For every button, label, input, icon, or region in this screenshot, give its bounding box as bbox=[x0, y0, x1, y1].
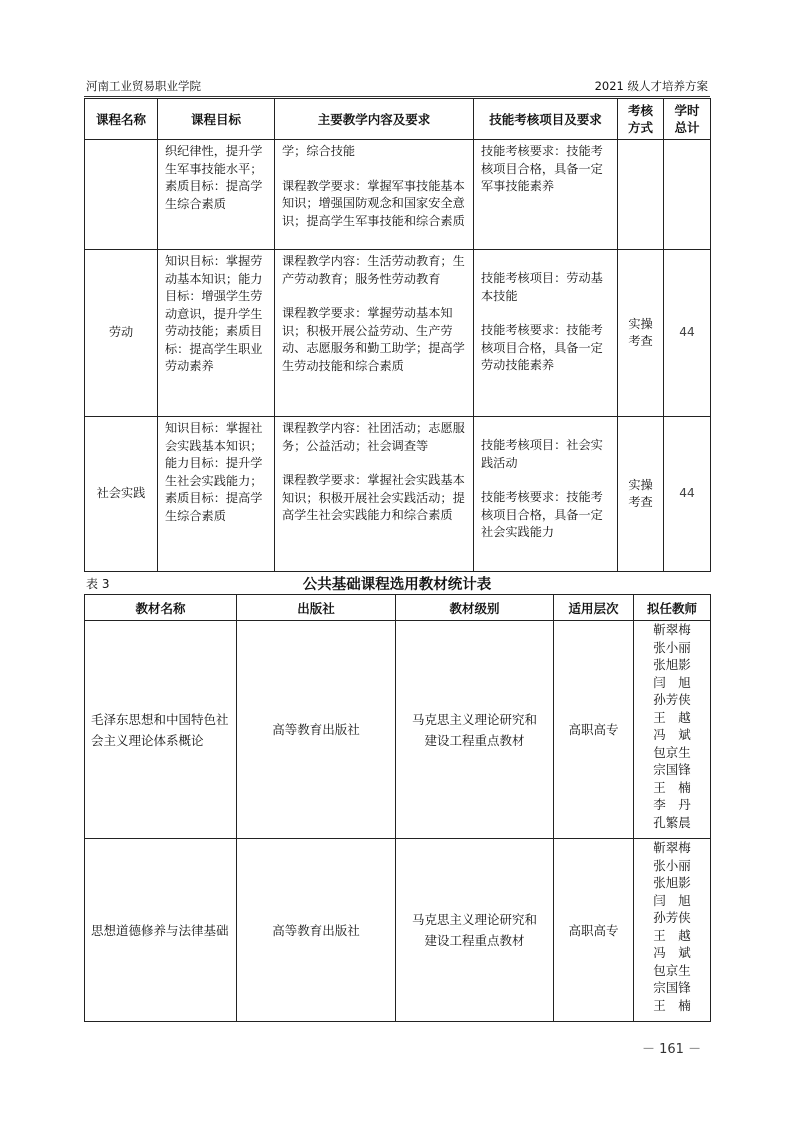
teacher-name: 冯 斌 bbox=[653, 727, 691, 742]
teacher-name: 冯 斌 bbox=[653, 945, 691, 960]
teacher-list bbox=[634, 839, 711, 1022]
content-paragraph: 课程教学内容：社团活动；志愿服务；公益活动；社会调查等 bbox=[282, 421, 465, 453]
teacher-name: 闫 旭 bbox=[653, 674, 691, 690]
header-skill: 技能考核项目及要求 bbox=[474, 99, 618, 140]
header-method: 考核 方式 bbox=[618, 99, 664, 140]
course-table bbox=[84, 98, 711, 572]
teacher-name: 王 越 bbox=[653, 709, 691, 725]
table-row bbox=[85, 621, 711, 839]
course-table-header bbox=[85, 99, 711, 140]
teacher-name: 宗国锋 bbox=[653, 980, 691, 995]
table-row bbox=[85, 250, 711, 417]
table-title: 公共基础课程选用教材统计表 bbox=[302, 577, 492, 593]
course-method: 实操 考查 bbox=[618, 417, 664, 572]
teacher-name: 孙芳侠 bbox=[653, 692, 691, 707]
publisher: 高等教育出版社 bbox=[237, 621, 396, 839]
table-row bbox=[85, 140, 711, 250]
content-paragraph: 课程教学要求：掌握劳动基本知识；积极开展公益劳动、生产劳动、志愿服务和勤工助学；提高学生劳动技能和综合素质 bbox=[282, 306, 465, 373]
course-hours bbox=[664, 140, 711, 250]
course-content bbox=[275, 140, 474, 250]
teacher-name: 闫 旭 bbox=[653, 892, 691, 908]
teacher-name: 张旭影 bbox=[653, 657, 691, 672]
table-row bbox=[85, 417, 711, 572]
course-content bbox=[275, 250, 474, 417]
publisher: 高等教育出版社 bbox=[237, 839, 396, 1022]
skill-paragraph: 技能考核项目：社会实践活动 bbox=[481, 438, 603, 470]
course-goal: 知识目标：掌握社会实践基本知识；能力目标：提升学生社会实践能力；素质目标：提高学生综合素质 bbox=[158, 417, 275, 572]
course-name: 劳动 bbox=[85, 250, 158, 417]
header-course-name: 课程名称 bbox=[85, 99, 158, 140]
teacher-name: 包京生 bbox=[653, 962, 691, 978]
teacher-name: 张小丽 bbox=[653, 857, 691, 873]
header-publisher: 出版社 bbox=[237, 595, 396, 621]
teacher-name: 张小丽 bbox=[653, 639, 691, 655]
teacher-name: 王 越 bbox=[653, 927, 691, 943]
header-content: 主要教学内容及要求 bbox=[275, 99, 474, 140]
header-course-goal: 课程目标 bbox=[158, 99, 275, 140]
teacher-name: 王 楠 bbox=[653, 779, 691, 795]
textbook-table-header bbox=[85, 595, 711, 621]
skill-paragraph: 技能考核项目：劳动基本技能 bbox=[481, 271, 603, 303]
page-number: － 161 － bbox=[642, 1042, 702, 1057]
header-applicable-level: 适用层次 bbox=[554, 595, 634, 621]
teacher-list bbox=[634, 621, 711, 839]
course-content bbox=[275, 417, 474, 572]
skill-paragraph: 技能考核要求：技能考核项目合格，具备一定社会实践能力 bbox=[481, 490, 603, 539]
course-hours: 44 bbox=[664, 417, 711, 572]
table-label: 表 3 bbox=[86, 577, 110, 591]
course-skill bbox=[474, 417, 618, 572]
course-goal: 织纪律性，提升学生军事技能水平；素质目标：提高学生综合素质 bbox=[158, 140, 275, 250]
textbook-level: 马克思主义理论研究和建设工程重点教材 bbox=[396, 839, 554, 1022]
course-hours: 44 bbox=[664, 250, 711, 417]
teacher-name: 靳翠梅 bbox=[653, 840, 691, 855]
course-skill bbox=[474, 140, 618, 250]
content-paragraph: 课程教学要求：掌握军事技能基本知识；增强国防观念和国家安全意识；提高学生军事技能和综合素质 bbox=[282, 178, 465, 228]
plan-title: 2021 级人才培养方案 bbox=[594, 79, 708, 93]
table-row bbox=[85, 839, 711, 1022]
teacher-name: 李 丹 bbox=[653, 797, 691, 812]
applicable-level: 高职高专 bbox=[554, 839, 634, 1022]
skill-paragraph: 技能考核要求：技能考核项目合格，具备一定劳动技能素养 bbox=[481, 323, 603, 372]
course-method bbox=[618, 140, 664, 250]
course-goal: 知识目标：掌握劳动基本知识；能力目标：增强学生劳动意识，提升学生劳动技能；素质目标：提高学生职业劳动素养 bbox=[158, 250, 275, 417]
textbook-level: 马克思主义理论研究和建设工程重点教材 bbox=[396, 621, 554, 839]
header-textbook-level: 教材级别 bbox=[396, 595, 554, 621]
header-hours: 学时 总计 bbox=[664, 99, 711, 140]
course-name bbox=[85, 140, 158, 250]
header-teachers: 拟任教师 bbox=[634, 595, 711, 621]
course-method: 实操 考查 bbox=[618, 250, 664, 417]
content-paragraph: 学；综合技能 bbox=[282, 144, 356, 158]
teacher-name: 宗国锋 bbox=[653, 762, 691, 777]
page-header bbox=[84, 78, 710, 97]
teacher-name: 靳翠梅 bbox=[653, 622, 691, 637]
teacher-name: 包京生 bbox=[653, 744, 691, 760]
content-paragraph: 课程教学内容：生活劳动教育；生产劳动教育；服务性劳动教育 bbox=[282, 254, 465, 286]
teacher-name: 孙芳侠 bbox=[653, 910, 691, 925]
school-name: 河南工业贸易职业学院 bbox=[86, 79, 201, 93]
teacher-name: 孔繁晨 bbox=[653, 814, 691, 830]
course-name: 社会实践 bbox=[85, 417, 158, 572]
applicable-level: 高职高专 bbox=[554, 621, 634, 839]
teacher-name: 王 楠 bbox=[653, 997, 691, 1013]
content-paragraph: 课程教学要求：掌握社会实践基本知识；积极开展社会实践活动；提高学生社会实践能力和综合素质 bbox=[282, 473, 465, 522]
textbook-name: 思想道德修养与法律基础 bbox=[85, 839, 237, 1022]
textbook-name: 毛泽东思想和中国特色社会主义理论体系概论 bbox=[85, 621, 237, 839]
header-textbook-name: 教材名称 bbox=[85, 595, 237, 621]
textbook-table bbox=[84, 594, 711, 1022]
course-skill bbox=[474, 250, 618, 417]
skill-paragraph: 技能考核要求：技能考核项目合格，具备一定军事技能素养 bbox=[481, 144, 603, 193]
teacher-name: 张旭影 bbox=[653, 875, 691, 890]
